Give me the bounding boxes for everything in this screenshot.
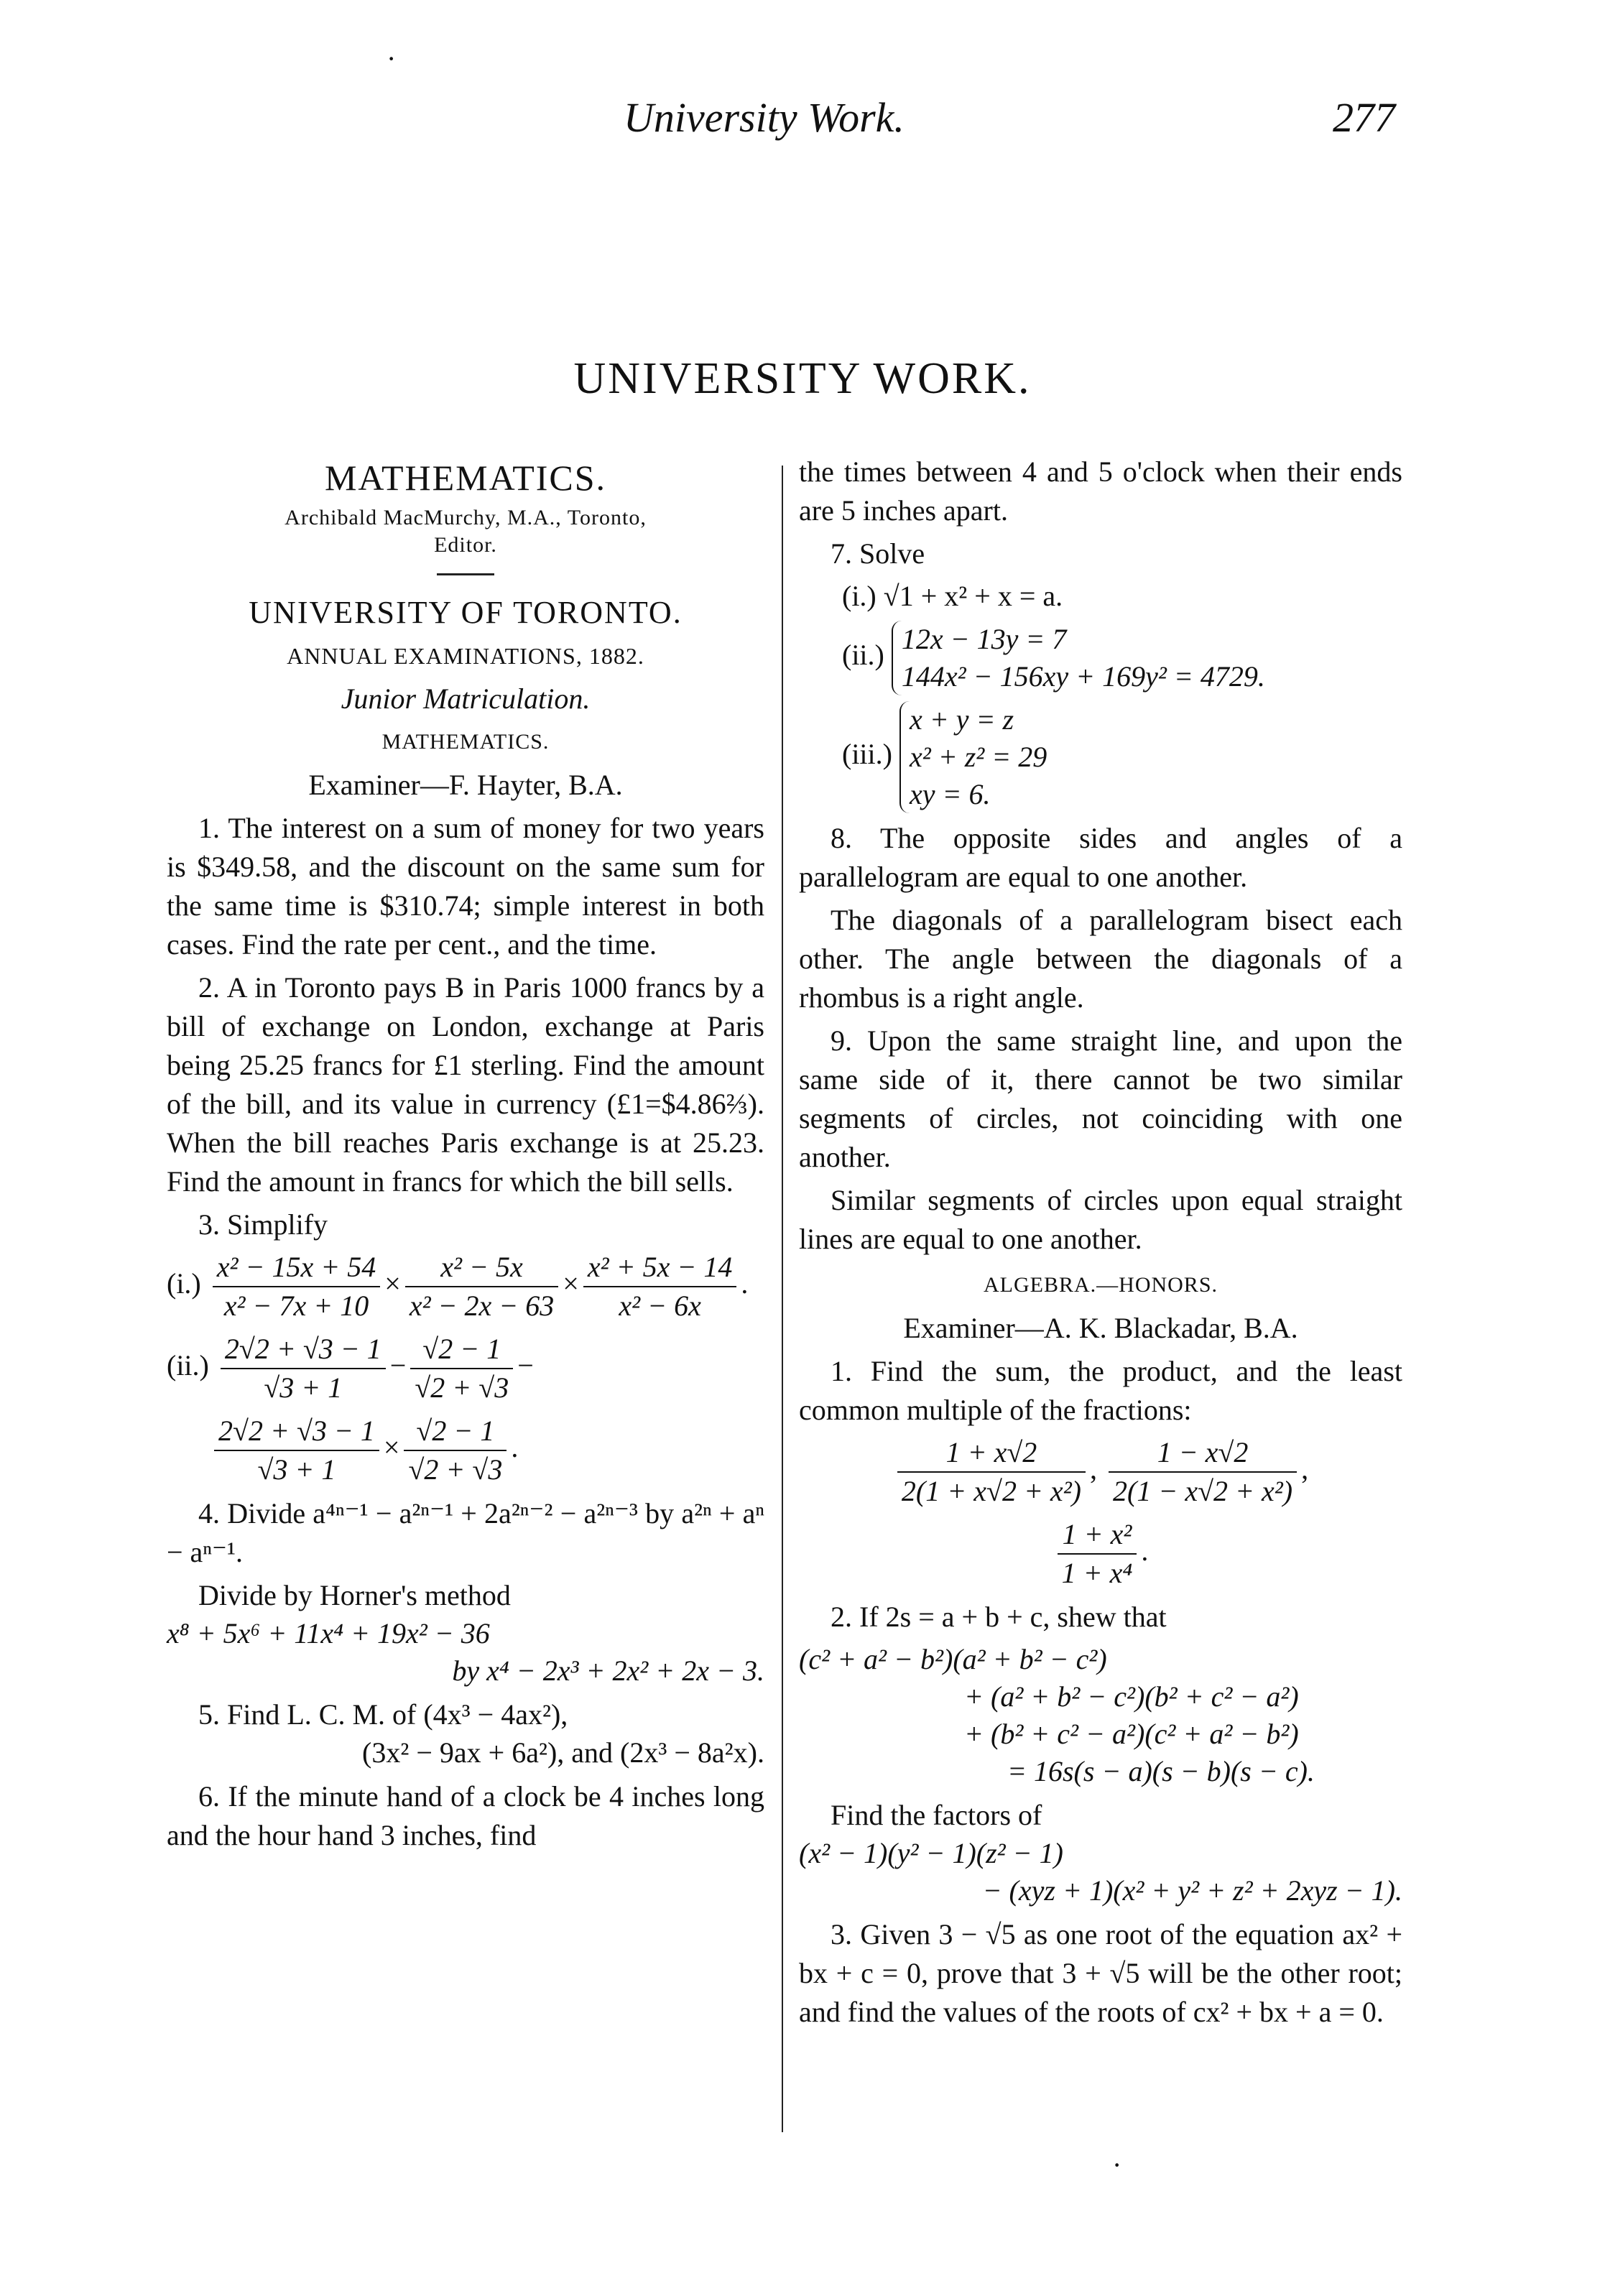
- a2-line-4: = 16s(s − a)(s − b)(s − c).: [1007, 1755, 1315, 1787]
- algebra-question-3: 3. Given 3 − √5 as one root of the equation ax² + bx + c = 0, prove that 3 + √5 will be the other root; and find the values of the roots of cx² + bx + a = 0.: [799, 1918, 1402, 2028]
- question-3-ii: (ii.) $\frac{2√2 + √3 - 1}{√3 + 1}$ − $\frac{√2 - 1}{√2 + √3}$ −: [167, 1330, 764, 1407]
- question-4-polynomial: x⁸ + 5x⁶ + 11x⁴ + 19x² − 36: [167, 1617, 490, 1649]
- a2-factor-line-1: (x² − 1)(y² − 1)(z² − 1): [799, 1837, 1063, 1869]
- exam-level: Junior Matriculation.: [341, 682, 591, 715]
- q3-ii-label: (ii.): [167, 1349, 209, 1382]
- q7-iii-label: (iii.): [842, 738, 892, 771]
- question-3-i: (i.) $\frac{\text{x² − 15x + 54}}{\text{x² − 7x + 10}}$ × $\frac{\text{x² − 5x}}{\text{x² − 2x − 63}}$ × $\frac{\text{x² + 5x − 14}}{\text{x² − 6x}}$ .: [167, 1249, 764, 1325]
- question-4-divisor: by x⁴ − 2x³ + 2x² + 2x − 3.: [452, 1654, 764, 1687]
- question-9-part-a: 9. Upon the same straight line, and upon the same side of it, there cannot be two similar segments of circles, not coinciding with one another.: [799, 1024, 1402, 1173]
- q7-ii-equation-1: 12x − 13y = 7: [901, 623, 1067, 655]
- question-6-continued: the times between 4 and 5 o'clock when their ends are 5 inches apart.: [799, 455, 1402, 527]
- q3-i-fraction-3: $\frac{\text{x² + 5x − 14}}{\text{x² − 6x}}$: [583, 1249, 736, 1325]
- right-column: [799, 453, 1402, 2036]
- left-column: [167, 453, 764, 1859]
- algebra-question-2: 2. If 2s = a + b + c, shew that: [831, 1601, 1167, 1633]
- column-divider: [782, 466, 783, 2132]
- q7-ii-system: [892, 621, 1265, 695]
- question-4: 4. Divide a⁴ⁿ⁻¹ − a²ⁿ⁻¹ + 2a²ⁿ⁻² − a²ⁿ⁻³ by a²ⁿ + aⁿ − aⁿ⁻¹.: [167, 1497, 764, 1568]
- question-8-part-a: 8. The opposite sides and angles of a parallelogram are equal to one another.: [799, 822, 1402, 893]
- examiner: Examiner—F. Hayter, B.A.: [308, 769, 623, 801]
- editor-line-1: Archibald MacMurchy, M.A., Toronto,: [285, 506, 647, 529]
- q3-i-fraction-1: $\frac{\text{x² − 15x + 54}}{\text{x² − 7x + 10}}$: [213, 1249, 380, 1325]
- a2-line-1: (c² + a² − b²)(a² + b² − c²): [799, 1643, 1107, 1675]
- top-mark: ·: [387, 42, 397, 75]
- a1-fraction-1: $\frac{1 + x√2}{\text{2(1 + x√2 + x²)}}$: [897, 1434, 1086, 1510]
- question-7-ii: [799, 621, 1402, 695]
- subject: MATHEMATICS.: [381, 730, 550, 754]
- question-7-iii: [799, 701, 1402, 813]
- question-9-part-b: Similar segments of circles upon equal straight lines are equal to one another.: [799, 1184, 1402, 1255]
- algebra-heading: ALGEBRA.—HONORS.: [983, 1273, 1218, 1297]
- question-7-intro: 7. Solve: [831, 537, 925, 570]
- question-7-i: (i.) √1 + x² + x = a.: [842, 580, 1063, 612]
- q3-i-fraction-2: $\frac{\text{x² − 5x}}{\text{x² − 2x − 63}}$: [405, 1249, 558, 1325]
- q3-ii-fraction-a: $\frac{2√2 + √3 - 1}{√3 + 1}$: [221, 1330, 386, 1407]
- question-3-ii-line-2: $\frac{2√2 + √3 - 1}{√3 + 1}$ × $\frac{√2 - 1}{√2 + √3}$ .: [167, 1412, 764, 1489]
- question-3-intro: 3. Simplify: [198, 1208, 328, 1241]
- a1-fraction-3: $\frac{\text{1 + x²}}{\text{1 + x⁴}}$: [1058, 1516, 1137, 1592]
- question-6: 6. If the minute hand of a clock be 4 inches long and the hour hand 3 inches, find: [167, 1780, 764, 1851]
- main-title: UNIVERSITY WORK.: [573, 354, 1032, 403]
- q7-iii-equation-2: x² + z² = 29: [909, 741, 1047, 773]
- q3-ii-fraction-b-repeat: $\frac{√2 - 1}{√2 + √3}$: [404, 1412, 507, 1489]
- footer-mark: ·: [1112, 2149, 1122, 2181]
- section-title: MATHEMATICS.: [324, 458, 607, 498]
- question-8-part-b: The diagonals of a parallelogram bisect each other. The angle between the diagonals of a rhombus is a right angle.: [799, 904, 1402, 1014]
- question-1: 1. The interest on a sum of money for two years is $349.58, and the discount on the same sum for the same time is $310.74; simple interest in both cases. Find the rate per cent., and the time.: [167, 812, 764, 960]
- q7-iii-equation-3: xy = 6.: [909, 778, 991, 810]
- editor-line-2: Editor.: [434, 533, 497, 557]
- q3-ii-fraction-a-repeat: $\frac{2√2 + √3 - 1}{√3 + 1}$: [214, 1412, 379, 1489]
- question-4-horner: Divide by Horner's method: [198, 1579, 511, 1611]
- divider-rule: [437, 573, 494, 575]
- question-5-line-2: (3x² − 9ax + 6a²), and (2x³ − 8a²x).: [362, 1736, 764, 1769]
- q7-ii-label: (ii.): [842, 639, 884, 672]
- q3-i-label: (i.): [167, 1267, 201, 1300]
- exam-name: ANNUAL EXAMINATIONS, 1882.: [287, 643, 644, 669]
- q7-iii-system: [899, 701, 1047, 813]
- page-number: 277: [1333, 94, 1395, 141]
- q7-iii-equation-1: x + y = z: [909, 703, 1014, 736]
- algebra-q1-fraction-3-line: $\frac{\text{1 + x²}}{\text{1 + x⁴}}$ .: [799, 1516, 1402, 1592]
- a2-line-2: + (a² + b² − c²)(b² + c² − a²): [964, 1680, 1299, 1713]
- q7-ii-equation-2: 144x² − 156xy + 169y² = 4729.: [901, 660, 1265, 693]
- a2-factor-line-2: − (xyz + 1)(x² + y² + z² + 2xyz − 1).: [982, 1874, 1402, 1907]
- a2-factors-intro: Find the factors of: [831, 1799, 1042, 1831]
- question-2: 2. A in Toronto pays B in Paris 1000 francs by a bill of exchange on London, exchange at Paris being 25.25 francs for £1 sterling. Find the amount of the bill, and its value in currency (£1=$4.86⅔). When the bill reaches Paris exchange is at 25.23. Find the amount in francs for which the bill sells.: [167, 971, 764, 1198]
- a1-fraction-2: $\frac{1 - x√2}{\text{2(1 − x√2 + x²)}}$: [1109, 1434, 1297, 1510]
- a2-line-3: + (b² + c² − a²)(c² + a² − b²): [964, 1718, 1299, 1750]
- algebra-question-1: 1. Find the sum, the product, and the least common multiple of the fractions:: [799, 1355, 1402, 1426]
- algebra-q1-fractions: $\frac{1 + x√2}{\text{2(1 + x√2 + x²)}}$ , $\frac{1 - x√2}{\text{2(1 − x√2 + x²)}}$ ,: [799, 1434, 1402, 1510]
- running-title: University Work.: [624, 94, 905, 141]
- algebra-examiner: Examiner—A. K. Blackadar, B.A.: [903, 1312, 1298, 1344]
- institution: UNIVERSITY OF TORONTO.: [249, 595, 683, 630]
- question-5-line-1: 5. Find L. C. M. of (4x³ − 4ax²),: [198, 1698, 568, 1731]
- q3-ii-fraction-b: $\frac{√2 - 1}{√2 + √3}$: [410, 1330, 513, 1407]
